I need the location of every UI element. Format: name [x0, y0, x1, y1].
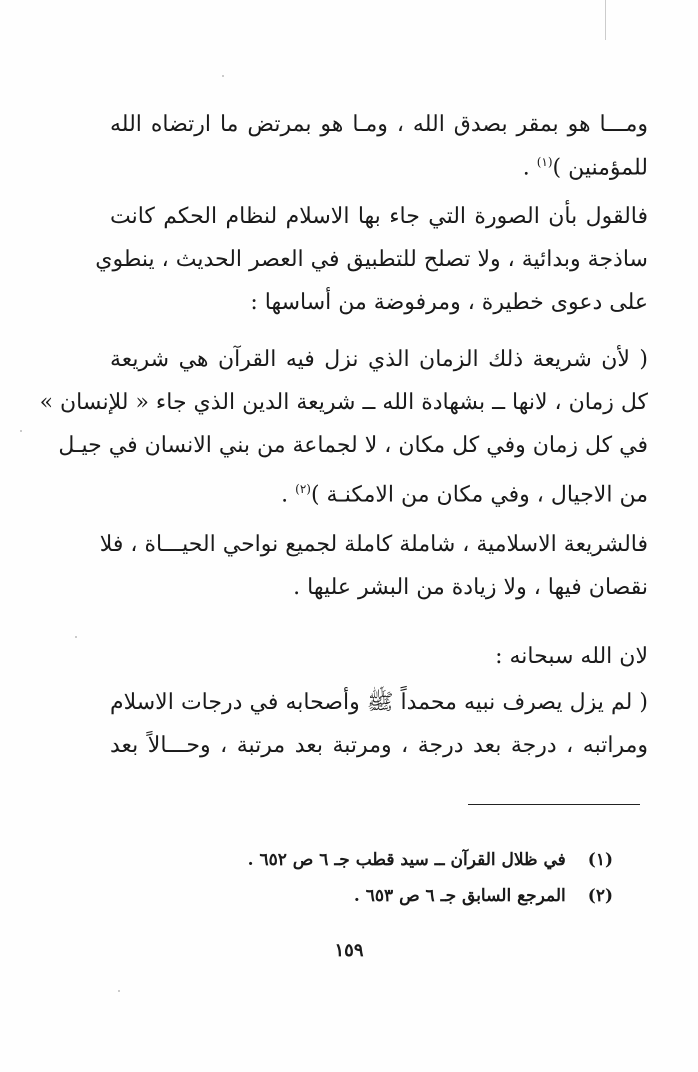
text-line-8: في كل زمان وفي كل مكان ، لا لجماعة من بني الانسان في جيـل	[58, 433, 648, 458]
scan-speck	[20, 430, 22, 432]
scan-speck	[118, 990, 120, 992]
text-line-3: فالقول بأن الصورة التي جاء بها الاسلام لنظام الحكم كانت	[110, 204, 648, 229]
footnote-1	[248, 848, 613, 872]
footnote-2-number: (٢)	[587, 886, 613, 906]
text-line-14: ومراتبه ، درجة بعد درجة ، ومرتبة بعد مرتبة ، وحـــالاً بعد	[110, 733, 648, 758]
footnote-1-text: في ظلال القرآن ــ سيد قطب جـ ٦ ص ٦٥٢ .	[247, 850, 566, 870]
text-line-4: ساذجة وبدائية ، ولا تصلح للتطبيق في العصر الحديث ، ينطوي	[95, 247, 648, 272]
footnote-separator	[468, 804, 640, 805]
page-number: ١٥٩	[334, 940, 364, 961]
text-line-13: ( لم يزل يصرف نبيه محمداً ﷺ وأصحابه في درجات الاسلام	[110, 690, 648, 715]
text-line-1: ومـــا هو بمقر بصدق الله ، ومـا هو بمرتض ما ارتضاه الله	[110, 112, 648, 137]
text-line-10: فالشريعة الاسلامية ، شاملة كاملة لجميع نواحي الحيـــاة ، فلا	[99, 532, 648, 557]
text-line-6: ( لأن شريعة ذلك الزمان الذي نزل فيه القرآن هي شريعة	[110, 347, 648, 372]
scan-edge-mark	[605, 0, 606, 40]
text-line-2: للمؤمنين )$^{(١)}$ .	[522, 155, 648, 181]
footnote-2-text: المرجع السابق جـ ٦ ص ٦٥٣ .	[353, 886, 566, 906]
scan-speck	[222, 75, 224, 77]
scan-speck	[75, 636, 77, 638]
footnote-marker-1: (١)	[536, 155, 553, 169]
text-line-7: كل زمان ، لانها ــ بشهادة الله ــ شريعة الدين الذي جاء « للإنسان »	[39, 390, 648, 415]
footnote-marker-2: (٢)	[295, 482, 311, 496]
footnote-1-number: (١)	[587, 850, 613, 870]
footnote-2	[354, 884, 613, 908]
text-line-9: من الاجيال ، وفي مكان من الامكنـة )$^{(٢)}$ .	[281, 482, 648, 508]
text-line-12: لان الله سبحانه :	[495, 644, 648, 669]
text-line-5: على دعوى خطيرة ، ومرفوضة من أساسها :	[250, 290, 648, 315]
text-line-11: نقصان فيها ، ولا زيادة من البشر عليها .	[293, 575, 648, 600]
